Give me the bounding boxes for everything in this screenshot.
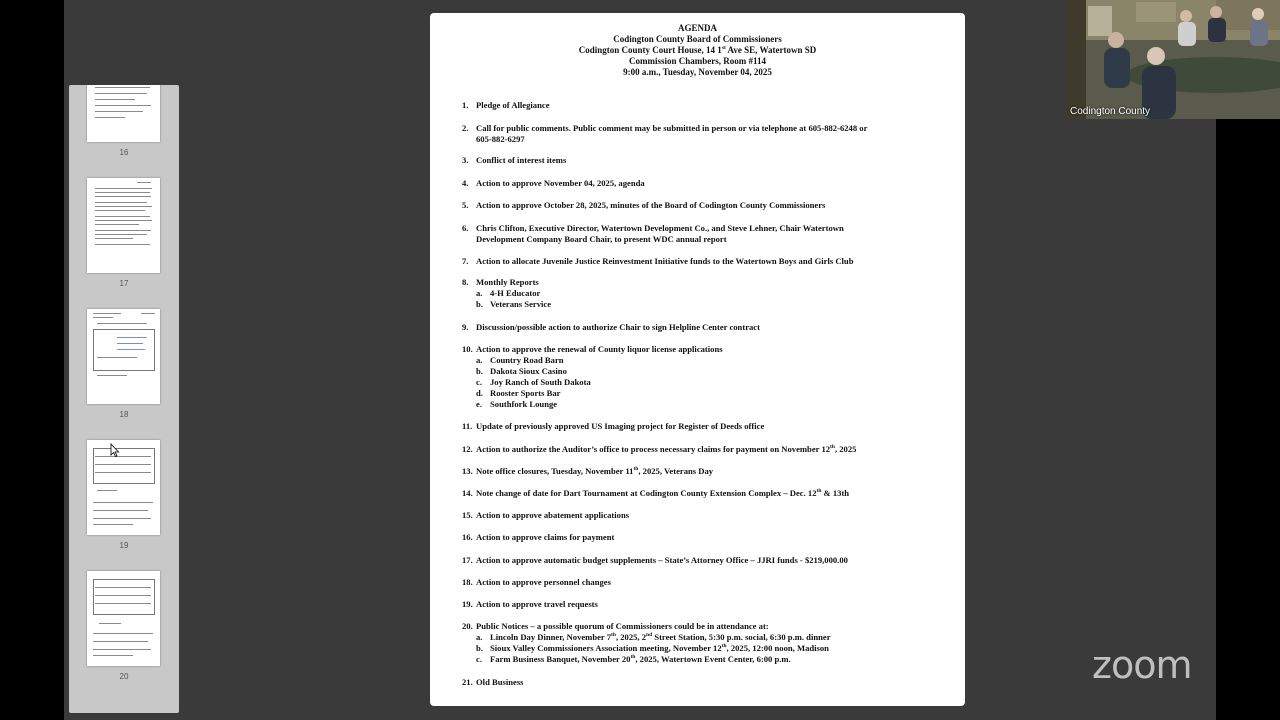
agenda-room: Commission Chambers, Room #114	[628, 56, 766, 66]
thumbnail-page-number: 17	[119, 279, 129, 288]
agenda-item: 3. Conflict of interest items	[462, 155, 567, 165]
thumbnail-page-image	[87, 309, 160, 404]
agenda-item: 10. Action to approve the renewal of County liquor license applications a. Country Road Barn b. Dakota Sioux Casino c. Joy Ranch of South Dakota d. Rooster Sports Bar e. Southfork Lounge	[462, 344, 723, 409]
participant-name: Codington County	[1070, 106, 1151, 117]
agenda-item: 18. Action to approve personnel changes	[462, 577, 611, 587]
agenda-datetime: 9:00 a.m., Tuesday, November 04, 2025	[623, 67, 772, 77]
page-thumbnail[interactable]	[69, 85, 179, 178]
thumbnail-page-number: 18	[119, 410, 129, 419]
thumbnail-page-number: 19	[119, 541, 129, 550]
agenda-item: 7. Action to allocate Juvenile Justice Reinvestment Initiative funds to the Watertown Boys and Girls Club	[462, 256, 854, 266]
agenda-item: 15. Action to approve abatement applications	[462, 510, 630, 520]
page-thumbnail[interactable]	[69, 571, 179, 702]
agenda-item: 2. Call for public comments. Public comment may be submitted in person or via telephone at 605-882-6248 or 605-882-6297	[462, 123, 868, 144]
agenda-item: 13. Note office closures, Tuesday, November 11th, 2025, Veterans Day	[462, 466, 714, 476]
agenda-item: 17. Action to approve automatic budget supplements – State’s Attorney Office – JJRI funds - $219,000.00	[462, 555, 848, 565]
thumbnail-page-number: 20	[119, 672, 129, 681]
agenda-item: 11. Update of previously approved US Imaging project for Register of Deeds office	[462, 421, 765, 431]
agenda-item: 19. Action to approve travel requests	[462, 599, 598, 609]
page-thumbnail[interactable]	[69, 440, 179, 571]
agenda-item: 20. Public Notices – a possible quorum of Commissioners could be in attendance at: a. Lincoln Day Dinner, November 7th, 2025, 2nd Street Station, 5:30 p.m. social, 6:30 p.m. dinner b. Sioux Valley Commissioners Association meeting, November 12th, 2025, 12:00 noon, Madison c. Farm Business Banquet, November 20th, 2025, Watertown Event Center, 6:00 p.m.	[462, 621, 831, 664]
mouse-pointer-icon	[110, 443, 120, 457]
thumbnail-list	[69, 85, 179, 702]
document-page	[430, 13, 965, 706]
thumbnail-page-image	[87, 178, 160, 273]
agenda-header	[430, 23, 965, 78]
agenda-item: 12. Action to authorize the Auditor’s office to process necessary claims for payment on November 12th, 2025	[462, 444, 857, 454]
participant-video-tile[interactable]	[1066, 0, 1280, 119]
agenda-item: 21. Old Business	[462, 677, 524, 687]
agenda-item: 1. Pledge of Allegiance	[462, 100, 550, 110]
thumbnail-page-image	[87, 85, 160, 142]
agenda-item: 4. Action to approve November 04, 2025, agenda	[462, 178, 645, 188]
video-feed-image	[1066, 0, 1280, 119]
zoom-logo: zoom	[1092, 643, 1192, 687]
agenda-item: 14. Note change of date for Dart Tournament at Codington County Extension Complex – Dec. 12th & 13th	[462, 488, 850, 498]
agenda-board: Codington County Board of Commissioners	[613, 34, 782, 44]
agenda-item: 8. Monthly Reports a. 4-H Educator b. Veterans Service	[462, 277, 552, 309]
thumbnail-page-number: 16	[119, 148, 129, 157]
agenda-item: 9. Discussion/possible action to authorize Chair to sign Helpline Center contract	[462, 322, 760, 332]
thumbnail-page-image	[87, 571, 160, 666]
page-thumbnail[interactable]	[69, 178, 179, 309]
thumbnail-page-image	[87, 440, 160, 535]
agenda-location: Codington County Court House, 14 1st Ave SE, Watertown SD	[578, 45, 817, 55]
agenda-item: 6. Chris Clifton, Executive Director, Watertown Development Co., and Steve Lehner, Chair Watertown Development Company Board Chair, to present WDC annual report	[462, 223, 844, 244]
page-thumbnail[interactable]	[69, 309, 179, 440]
agenda-title: AGENDA	[677, 23, 717, 33]
agenda-item: 5. Action to approve October 28, 2025, minutes of the Board of Codington County Commissioners	[462, 200, 826, 210]
page-thumbnail-panel[interactable]	[69, 85, 179, 713]
agenda-item: 16. Action to approve claims for payment	[462, 532, 615, 542]
